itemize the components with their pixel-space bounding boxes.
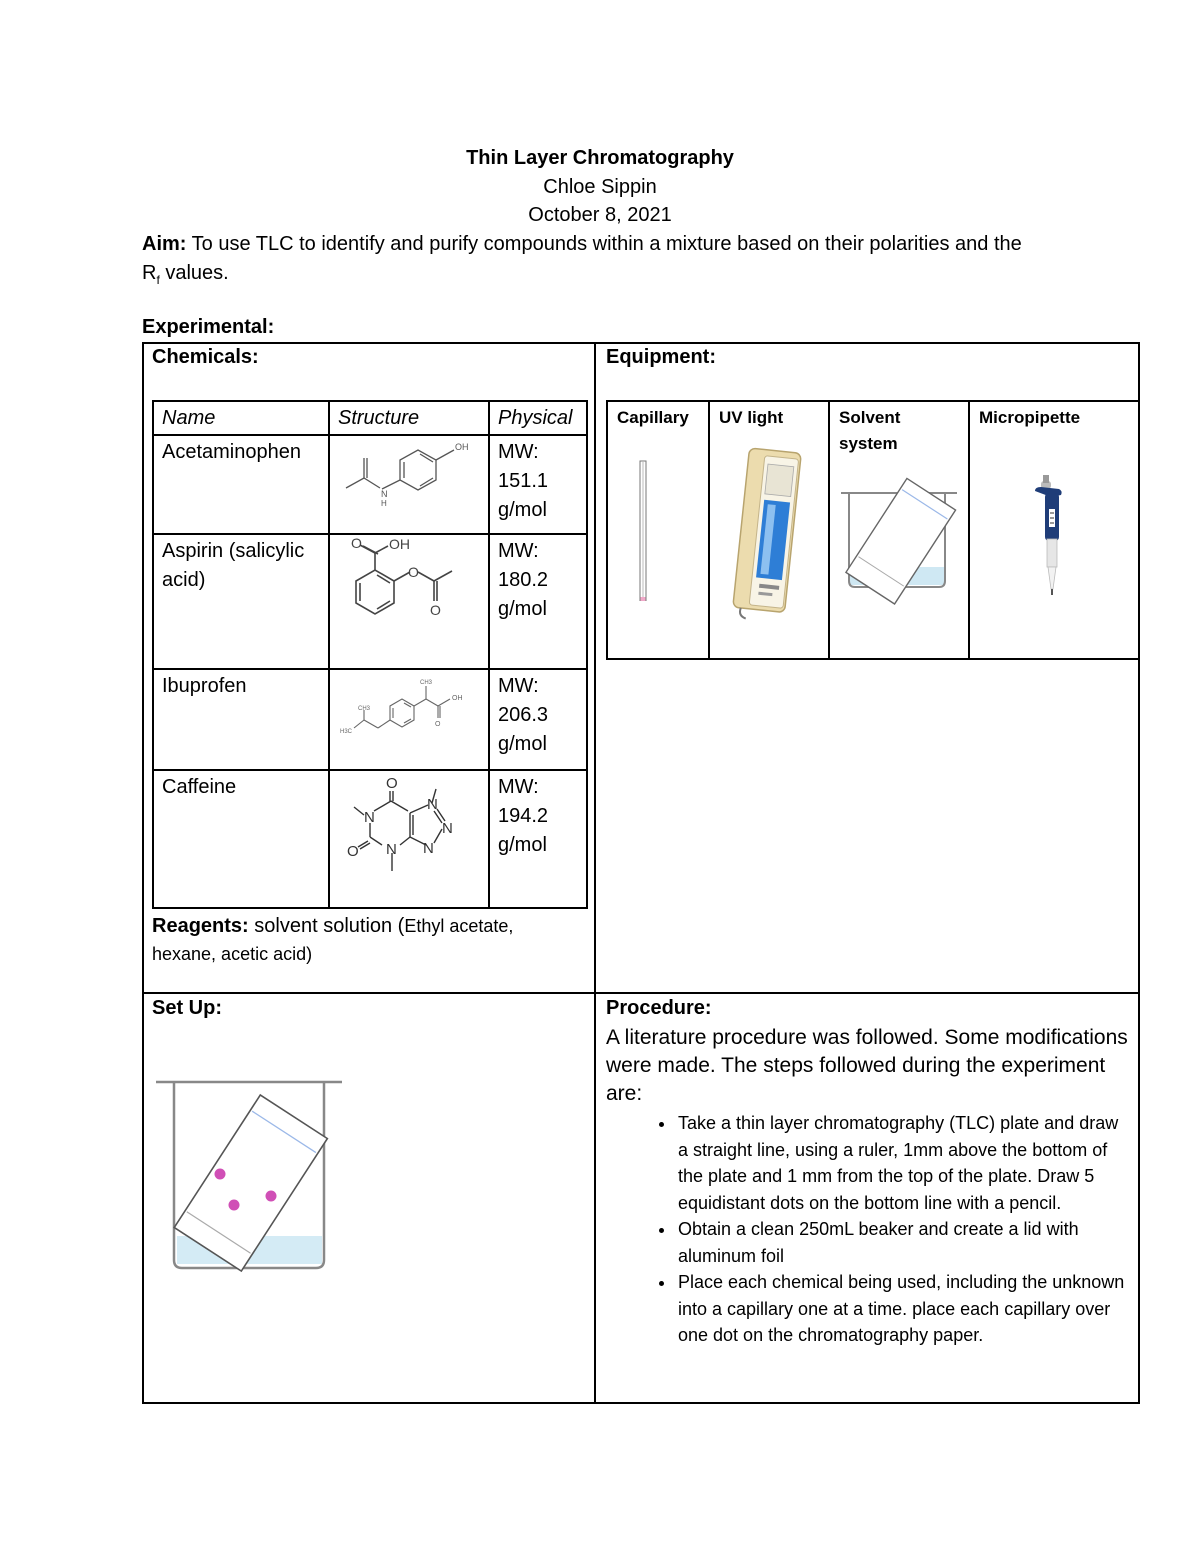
table-row: [153, 770, 587, 908]
aspirin-structure: [329, 534, 489, 669]
chemicals-table: [152, 400, 588, 909]
atom-o: O: [430, 602, 441, 618]
equipment-heading: Equipment:: [606, 346, 716, 368]
reagents-label: Reagents:: [152, 915, 249, 937]
document-date: October 8, 2021: [528, 204, 672, 226]
ibuprofen-structure: [329, 669, 489, 770]
reagents-paragraph: [152, 912, 582, 968]
list-item: • Obtain a clean 250mL beaker and create a lid with aluminum foil: [676, 1216, 1131, 1269]
procedure-heading: Procedure:: [606, 997, 712, 1019]
ibuprofen-structure-drawing: [334, 670, 484, 760]
atom-oh: OH: [389, 536, 410, 552]
procedure-intro: A literature procedure was followed. Some modifications were made. The steps followed during the experiment are:: [606, 1026, 1128, 1105]
atom-o: O: [351, 535, 362, 551]
aim-paragraph: [142, 230, 1042, 295]
aim-label: Aim:: [142, 233, 187, 255]
equipment-item-solvent-system: [829, 401, 969, 659]
atom-ch3: CH3: [420, 680, 433, 686]
aspirin-structure-drawing: [334, 535, 484, 659]
uv-lamp-icon: [719, 431, 819, 621]
aim-subscript: f: [156, 273, 160, 287]
equipment-item-capillary: [607, 401, 709, 659]
acetaminophen-structure-drawing: [334, 436, 484, 524]
col-header-name: Name: [153, 401, 329, 435]
table-divider-horizontal: [142, 992, 1140, 994]
equipment-label: UV light: [719, 408, 784, 427]
list-item: • Take a thin layer chromatography (TLC) plate and draw a straight line, using a ruler, 1mm above the bottom of the plate and 1 mm from the top of the plate. Draw 5 equidistant dots on the bottom line with a pencil.: [676, 1110, 1131, 1216]
atom-h: H: [381, 499, 387, 508]
caffeine-structure-drawing: [334, 771, 484, 883]
chemical-name: Caffeine: [153, 770, 329, 908]
procedure-steps: [606, 1110, 1131, 1349]
col-header-structure: Structure: [329, 401, 489, 435]
author-name: Chloe Sippin: [543, 176, 657, 198]
equipment-item-uv-light: [709, 401, 829, 659]
micropipette-icon: [979, 431, 1129, 611]
document-title: Thin Layer Chromatography: [466, 147, 734, 169]
atom-o: O: [408, 564, 419, 580]
experimental-heading: Experimental:: [142, 316, 275, 338]
list-item: • Place each chemical being used, including the unknown into a capillary one at a time. place each capillary over one dot on the chromatography paper.: [676, 1269, 1131, 1349]
col-header-physical: Physical: [489, 401, 587, 435]
tlc-spot: [229, 1200, 240, 1211]
atom-n: N: [442, 820, 453, 837]
atom-n: N: [364, 809, 375, 826]
setup-heading: Set Up:: [152, 997, 222, 1019]
tlc-setup-diagram: [150, 1074, 350, 1274]
chemical-name: Aspirin (salicylic acid): [153, 534, 329, 669]
chemical-name: Acetaminophen: [153, 435, 329, 534]
equipment-table: [606, 400, 1140, 660]
table-row: [153, 534, 587, 669]
equipment-label: Micropipette: [979, 408, 1081, 427]
chemical-physical: MW: 194.2 g/mol: [489, 770, 587, 908]
equipment-label: Capillary: [617, 408, 689, 427]
atom-o: O: [435, 721, 441, 728]
tlc-spot: [215, 1169, 226, 1180]
chemical-physical: MW: 151.1 g/mol: [489, 435, 587, 534]
caffeine-structure: [329, 770, 489, 908]
capillary-icon: [617, 431, 697, 601]
reagents-text: solvent solution (: [254, 915, 405, 937]
equipment-item-micropipette: [969, 401, 1139, 659]
table-row: [153, 435, 587, 534]
atom-o: O: [347, 843, 359, 860]
atom-n: N: [427, 796, 438, 813]
atom-oh: OH: [455, 442, 469, 452]
tlc-spot: [266, 1191, 277, 1202]
equipment-label: Solvent system: [839, 408, 901, 453]
atom-oh: OH: [452, 695, 463, 702]
atom-ch3: CH3: [358, 706, 371, 712]
procedure-body: [606, 1024, 1131, 1349]
atom-n: N: [386, 841, 397, 858]
reagents-detail: Ethyl acetate, hexane, acetic acid): [152, 916, 514, 964]
atom-n: N: [381, 489, 388, 499]
chemical-physical: MW: 180.2 g/mol: [489, 534, 587, 669]
table-row: [153, 669, 587, 770]
atom-o: O: [386, 775, 398, 792]
atom-n: N: [423, 840, 434, 857]
aim-text: To use TLC to identify and purify compounds within a mixture based on their polarities and the R: [142, 233, 1022, 284]
chemical-name: Ibuprofen: [153, 669, 329, 770]
chemical-physical: MW: 206.3 g/mol: [489, 669, 587, 770]
solvent-beaker-icon: [839, 457, 959, 607]
acetaminophen-structure: [329, 435, 489, 534]
aim-text-end: values.: [159, 262, 229, 284]
atom-h3c: H3C: [340, 729, 353, 735]
table-divider-vertical: [594, 342, 596, 1404]
chemicals-heading: Chemicals:: [152, 346, 259, 368]
